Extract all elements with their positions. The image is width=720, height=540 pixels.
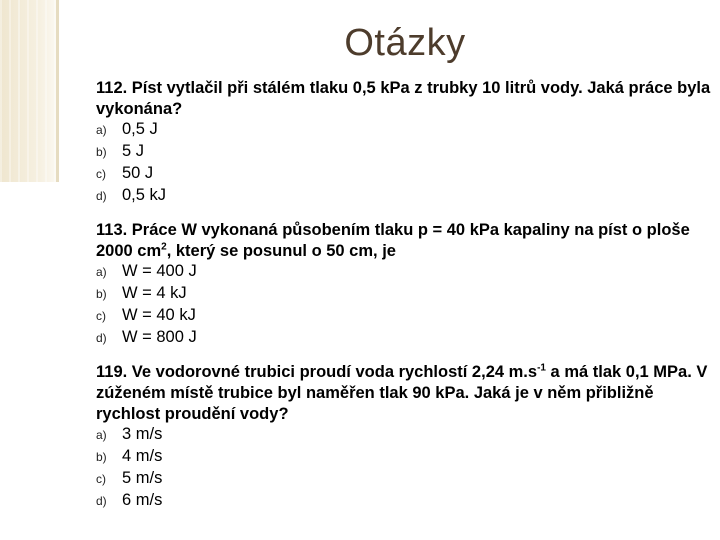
question-112: [96, 78, 712, 208]
option-letter: d): [96, 494, 107, 508]
option-letter: a): [96, 428, 107, 442]
question-text: [96, 362, 712, 425]
option-text: W = 4 kJ: [122, 284, 187, 302]
question-113: [96, 220, 712, 350]
answer-option[interactable]: [96, 186, 712, 208]
answer-option[interactable]: [96, 328, 712, 350]
option-text: 0,5 J: [122, 120, 158, 138]
answer-options: [96, 120, 712, 208]
question-text: [96, 220, 712, 262]
answer-option[interactable]: [96, 120, 712, 142]
answer-option[interactable]: [96, 491, 712, 513]
superscript: 2: [161, 241, 167, 253]
answer-options: [96, 425, 712, 513]
answer-option[interactable]: [96, 425, 712, 447]
option-text: 3 m/s: [122, 425, 163, 443]
option-text: W = 800 J: [122, 328, 197, 346]
question-text: 112. Píst vytlačil při stálém tlaku 0,5 kPa z trubky 10 litrů vody. Jaká práce byla vykonána?: [96, 79, 711, 118]
option-letter: b): [96, 287, 107, 301]
answer-option[interactable]: [96, 447, 712, 469]
option-text: 0,5 kJ: [122, 186, 167, 204]
questions-list: [96, 78, 712, 525]
option-letter: d): [96, 331, 107, 345]
slide-title: Otázky: [344, 22, 466, 64]
answer-options: [96, 262, 712, 350]
option-text: 5 J: [122, 142, 145, 160]
option-text: W = 40 kJ: [122, 306, 196, 324]
answer-option[interactable]: [96, 469, 712, 491]
option-text: 4 m/s: [122, 447, 163, 465]
question-text-part: , který se posunul o 50 cm, je: [166, 242, 396, 260]
question-text-part: 119. Ve vodorovné trubici proudí voda rychlostí 2,24 m.s: [96, 363, 538, 381]
option-text: W = 400 J: [122, 262, 197, 280]
option-text: 6 m/s: [122, 491, 163, 509]
question-text-part: a má tlak 0,1 MPa. V zúženém místě trubice byl naměřen tlak 90 kPa. Jaká je v něm přibližně rychlost proudění vody?: [96, 363, 708, 423]
option-letter: b): [96, 145, 107, 159]
answer-option[interactable]: [96, 284, 712, 306]
option-text: 5 m/s: [122, 469, 163, 487]
option-letter: c): [96, 472, 106, 486]
option-letter: c): [96, 309, 106, 323]
answer-option[interactable]: [96, 306, 712, 328]
answer-option[interactable]: [96, 142, 712, 164]
option-letter: b): [96, 450, 107, 464]
option-letter: d): [96, 189, 107, 203]
option-letter: c): [96, 167, 106, 181]
question-119: [96, 362, 712, 513]
superscript: -1: [537, 362, 546, 374]
option-text: 50 J: [122, 164, 154, 182]
answer-option[interactable]: [96, 262, 712, 284]
option-letter: a): [96, 123, 107, 137]
answer-option[interactable]: [96, 164, 712, 186]
question-text-part: 113. Práce W vykonaná působením tlaku p = 40 kPa kapaliny na píst o ploše 2000 cm: [96, 221, 690, 260]
option-letter: a): [96, 265, 107, 279]
